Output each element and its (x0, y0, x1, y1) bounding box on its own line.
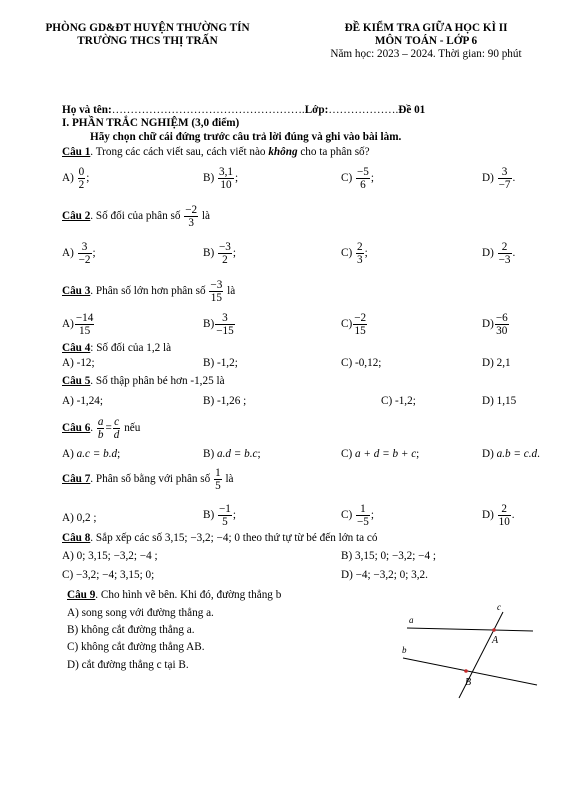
school-name: TRƯỜNG THCS THỊ TRẤN (77, 34, 218, 47)
option-end: ; (364, 247, 368, 260)
fraction (214, 467, 222, 492)
question-text: : Số đối của 1,2 là (90, 342, 172, 354)
numerator: −5 (356, 166, 369, 178)
class-blank: ………………. (328, 104, 399, 116)
option-letter: B) (203, 448, 215, 460)
q3-option-c[interactable] (341, 312, 368, 337)
option-expression: a.d = b.c (216, 448, 258, 460)
question-emphasis: không (268, 146, 298, 158)
numerator: −2 (185, 204, 198, 216)
q9-option-d[interactable]: D) cắt đường thẳng c tại B. (67, 659, 189, 671)
fraction (356, 241, 364, 266)
numerator: −6 (495, 312, 508, 324)
q3-option-d[interactable] (482, 312, 510, 337)
question-label: Câu 9 (67, 589, 96, 601)
q2-option-c[interactable] (341, 241, 368, 266)
numerator: 3,1 (218, 166, 233, 178)
fraction-a-b (97, 416, 105, 441)
numerator: 1 (215, 467, 221, 479)
denominator: 15 (210, 292, 222, 304)
line-a-label: a (409, 615, 414, 625)
question-text: . Phân số bằng với phân số (90, 473, 214, 486)
option-letter: D) (482, 247, 494, 260)
question-text-end: là (224, 285, 236, 298)
denominator: 2 (222, 254, 228, 266)
q2-option-b[interactable] (203, 241, 236, 266)
question-text: . Sắp xếp các số 3,15; −3,2; −4; 0 theo thứ tự từ bé đến lớn ta có (90, 532, 378, 544)
numerator: 2 (356, 241, 363, 253)
option-end: ; (257, 448, 261, 460)
q5-option-d[interactable]: D) 1,15 (482, 395, 517, 407)
option-letter: D) (482, 509, 494, 522)
numerator: −3 (218, 241, 231, 253)
geometry-figure (395, 600, 545, 700)
q7-option-b[interactable] (203, 503, 236, 528)
q6-option-c[interactable] (341, 448, 419, 461)
denominator: 5 (215, 480, 221, 492)
denominator: −15 (216, 325, 234, 337)
numerator: −3 (210, 279, 223, 291)
question-label: Câu 4 (62, 342, 91, 354)
q5-option-a[interactable]: A) -1,24; (62, 395, 104, 407)
school-year-duration: Năm học: 2023 – 2024. Thời gian: 90 phút (330, 47, 522, 60)
question-label: Câu 2 (62, 210, 91, 223)
option-letter: A) (62, 318, 74, 331)
subject-grade: MÔN TOÁN - LỚP 6 (374, 34, 478, 47)
question-label: Câu 5 (62, 375, 91, 387)
question-5 (62, 375, 225, 388)
question-9 (67, 589, 281, 602)
q4-option-c[interactable]: C) -0,12; (341, 357, 382, 369)
q4-option-b[interactable]: B) -1,2; (203, 357, 238, 369)
q1-option-c[interactable] (341, 166, 374, 191)
numerator: 3 (498, 166, 512, 179)
fraction (209, 279, 223, 304)
q5-option-c[interactable]: C) -1,2; (381, 395, 416, 407)
q3-option-a[interactable] (62, 312, 95, 337)
question-text-end: cho ta phân số? (297, 146, 370, 158)
q2-option-d[interactable] (482, 241, 515, 266)
numerator: 2 (498, 241, 512, 254)
option-end: . (537, 448, 540, 460)
line-b-label: b (402, 645, 407, 655)
student-info-line (62, 104, 425, 117)
question-dot: . (90, 422, 94, 435)
question-text: . Cho hình vẽ bên. Khi đó, đường thẳng b (95, 589, 282, 601)
fraction (356, 166, 370, 191)
option-end: ; (86, 172, 90, 185)
section-title: I. PHẦN TRẮC NGHIỆM (3,0 điểm) (62, 117, 240, 129)
numerator: c (114, 416, 120, 428)
exam-code: Đề 01 (398, 104, 426, 116)
point-b-marker (464, 669, 468, 673)
denominator: 10 (220, 179, 232, 191)
question-text-end: là (199, 210, 210, 223)
q7-option-a[interactable]: A) 0,2 ; (62, 512, 97, 524)
equals-sign: = (105, 422, 112, 435)
q1-option-a[interactable] (62, 166, 89, 191)
fraction (218, 166, 234, 191)
option-letter: B) (203, 509, 215, 522)
option-letter: A) (62, 247, 74, 260)
q8-option-d[interactable]: D) −4; −3,2; 0; 3,2. (341, 569, 428, 581)
question-7 (62, 467, 234, 492)
numerator: 3 (215, 312, 235, 325)
fraction (218, 503, 232, 528)
fraction (353, 312, 367, 337)
denominator: b (97, 429, 104, 441)
option-end: ; (416, 448, 420, 460)
option-letter: D) (482, 172, 494, 185)
exam-title: ĐỀ KIỂM TRA GIỮA HỌC KÌ II (344, 22, 508, 34)
option-letter: B) (203, 172, 215, 185)
option-end: ; (234, 172, 239, 185)
option-end: ; (370, 509, 374, 522)
numerator: 2 (498, 503, 511, 516)
fraction (498, 241, 512, 266)
q6-option-d[interactable] (482, 448, 540, 461)
question-text: . Số đối của phân số (90, 210, 184, 223)
line-a (407, 628, 533, 631)
question-label: Câu 7 (62, 473, 91, 486)
q6-option-a[interactable] (62, 448, 120, 461)
option-end: ; (92, 247, 96, 260)
q7-option-c[interactable] (341, 503, 374, 528)
denominator: 30 (496, 325, 508, 337)
numerator: 0 (78, 166, 85, 178)
option-letter: C) (341, 318, 353, 331)
q3-option-b[interactable] (203, 312, 236, 337)
option-letter: C) (341, 448, 353, 460)
option-expression: a + d = b + c (354, 448, 417, 460)
numerator: 1 (356, 503, 370, 516)
question-3 (62, 279, 235, 304)
option-end: ; (232, 509, 236, 522)
denominator: −7 (498, 179, 511, 191)
question-label: Câu 8 (62, 532, 91, 544)
numerator: −14 (75, 312, 94, 324)
option-letter: D) (482, 318, 494, 331)
option-expression: a.c = b.d (76, 448, 118, 460)
question-label: Câu 3 (62, 285, 91, 298)
line-c-label: c (497, 602, 501, 612)
denominator: −2 (78, 254, 91, 266)
header-left (20, 22, 275, 48)
numerator: a (97, 416, 104, 428)
name-label: Họ và tên: (62, 104, 112, 116)
q6-option-b[interactable] (203, 448, 261, 461)
option-end: . (512, 172, 516, 185)
q1-option-b[interactable] (203, 166, 238, 191)
q1-option-d[interactable] (482, 166, 515, 191)
denominator: 10 (498, 516, 510, 528)
question-text: . Phân số lớn hơn phân số (90, 285, 209, 298)
class-label: Lớp: (304, 104, 329, 116)
q8-option-a[interactable]: A) 0; 3,15; −3,2; −4 ; (62, 550, 158, 562)
denominator: −3 (498, 254, 511, 266)
question-text: . Trong các cách viết sau, cách viết nào (90, 146, 269, 158)
option-end: ; (232, 247, 236, 260)
fraction (356, 503, 370, 528)
option-letter: C) (341, 172, 353, 185)
fraction (78, 166, 86, 191)
fraction (75, 312, 95, 337)
denominator: 2 (78, 179, 85, 191)
fraction (495, 312, 509, 337)
denominator: 3 (356, 254, 363, 266)
denominator: 3 (188, 217, 194, 229)
q4-option-d[interactable]: D) 2,1 (482, 357, 511, 369)
option-end: ; (117, 448, 121, 460)
section-instruction: Hãy chọn chữ cái đứng trước câu trả lời đúng và ghi vào bài làm. (90, 131, 402, 143)
option-letter: D) (482, 448, 494, 460)
q9-option-b[interactable]: B) không cắt đường thẳng a. (67, 624, 195, 636)
q9-option-a[interactable]: A) song song với đường thẳng a. (67, 607, 214, 619)
question-text: . Số thập phân bé hơn -1,25 là (90, 375, 225, 387)
denominator: 6 (360, 179, 366, 191)
question-4 (62, 342, 171, 355)
fraction-c-d (113, 416, 121, 441)
numerator: −2 (354, 312, 367, 324)
point-a-marker (492, 628, 496, 632)
question-6 (62, 416, 140, 441)
fraction (184, 204, 198, 229)
option-expression: a.b = c.d (496, 448, 538, 460)
question-2 (62, 204, 210, 229)
denominator: 15 (78, 325, 91, 337)
fraction (498, 166, 512, 191)
fraction (498, 503, 511, 528)
q7-option-d[interactable] (482, 503, 515, 528)
q9-option-c[interactable]: C) không cắt đường thẳng AB. (67, 641, 205, 653)
question-1 (62, 146, 370, 159)
option-end: ; (370, 172, 374, 185)
option-letter: C) (341, 509, 353, 522)
denominator: d (113, 429, 120, 441)
question-label: Câu 6 (62, 422, 91, 435)
fraction (215, 312, 235, 337)
denominator: −5 (356, 516, 369, 528)
option-end: . (512, 247, 516, 260)
option-letter: C) (341, 247, 353, 260)
q8-option-b[interactable]: B) 3,15; 0; −3,2; −4 ; (341, 550, 436, 562)
name-blank: ……………………………………………. (111, 104, 305, 116)
point-b-label: B (465, 677, 472, 688)
q4-option-a[interactable]: A) -12; (62, 357, 95, 369)
q2-option-a[interactable] (62, 241, 96, 266)
option-letter: A) (62, 448, 74, 460)
question-text-end: là (222, 473, 234, 486)
denominator: 5 (222, 516, 228, 528)
option-letter: B) (203, 318, 215, 331)
denominator: 15 (354, 325, 366, 337)
numerator: −1 (218, 503, 231, 515)
option-letter: A) (62, 172, 74, 185)
header-right (296, 22, 556, 61)
point-a-label: A (492, 635, 499, 646)
option-end: . (511, 509, 515, 522)
fraction (218, 241, 232, 266)
q5-option-b[interactable]: B) -1,26 ; (203, 395, 247, 407)
fraction (78, 241, 92, 266)
option-letter: B) (203, 247, 215, 260)
question-8 (62, 532, 377, 545)
question-text-end: nếu (121, 422, 141, 435)
department-name: PHÒNG GD&ĐT HUYỆN THƯỜNG TÍN (45, 22, 250, 34)
question-label: Câu 1 (62, 146, 91, 158)
numerator: 3 (78, 241, 92, 254)
q8-option-c[interactable]: C) −3,2; −4; 3,15; 0; (62, 569, 155, 581)
